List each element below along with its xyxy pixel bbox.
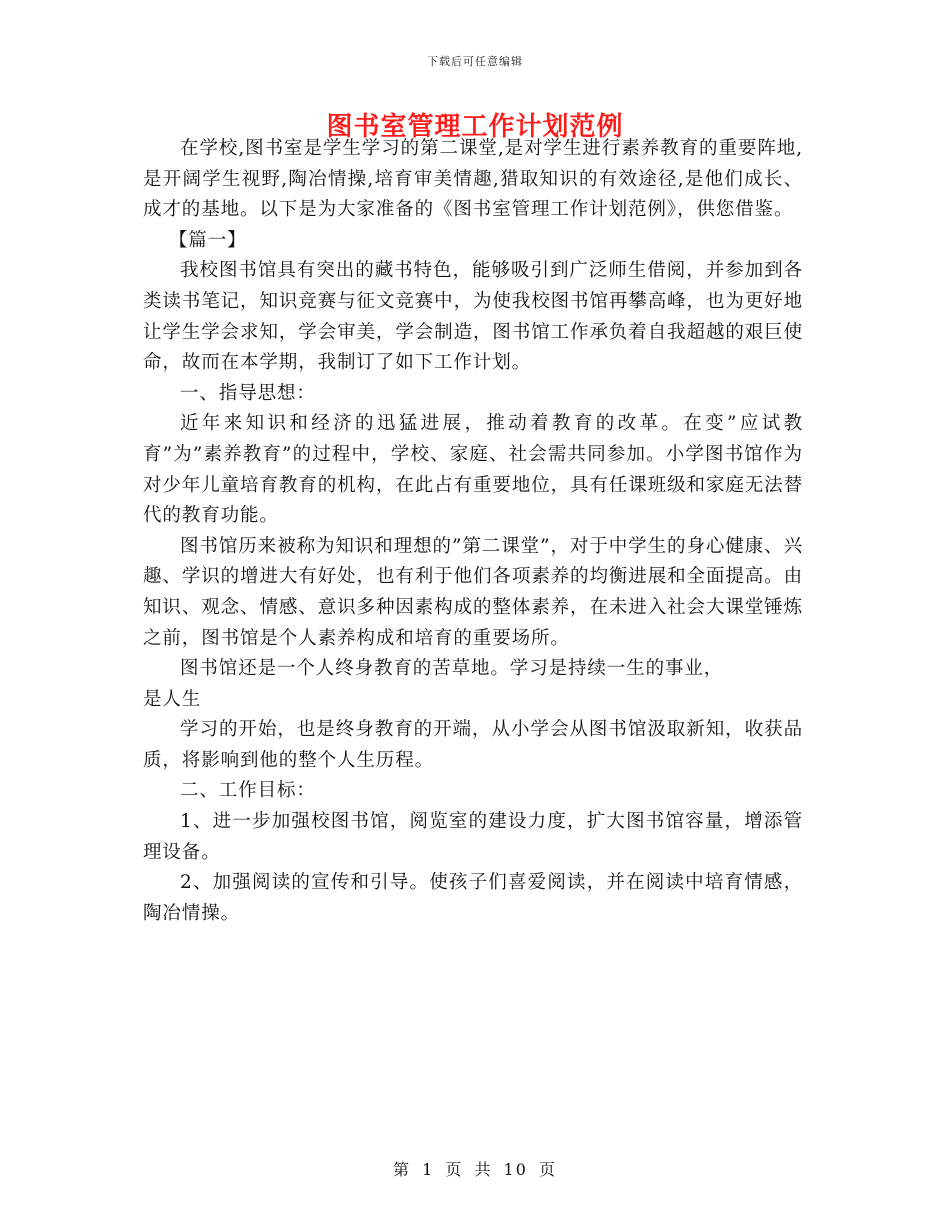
body-paragraph: 图书馆还是一个人终身教育的苦草地。学习是持续一生的事业， (180, 658, 724, 680)
body-paragraph: 学习的开始，也是终身教育的开端，从小学会从图书馆汲取新知，收获品质，将影响到他的整个人生历程。 (143, 719, 803, 771)
section-heading-guiding-ideology: 一、指导思想： (180, 382, 316, 404)
list-item-goal-2: 2、加强阅读的宣传和引导。使孩子们喜爱阅读，并在阅读中培育情感，陶冶情操。 (143, 872, 803, 924)
document-title: 图书室管理工作计划范例 (326, 112, 624, 142)
body-paragraph-fragment: 是人生 (143, 688, 202, 710)
page-header-note: 下载后可任意编辑 (427, 55, 523, 68)
document-body (143, 134, 803, 929)
body-paragraph: 近年来知识和经济的迅猛进展，推动着教育的改革。在变”应试教育”为”素养教育”的过程中，学校、家庭、社会需共同参加。小学图书馆作为对少年儿童培育教育的机构，在此占有重要地位，具有任课班级和家庭无法替代的教育功能。 (143, 413, 803, 527)
section-heading-work-goals: 二、工作目标： (180, 780, 316, 802)
body-paragraph: 图书馆历来被称为知识和理想的”第二课堂”，对于中学生的身心健康、兴趣、学识的增进大有好处，也有利于他们各项素养的均衡进展和全面提高。由知识、观念、情感、意识多种因素构成的整体素养，在未进入社会大课堂锤炼之前，图书馆是个人素养构成和培育的重要场所。 (143, 535, 803, 649)
intro-paragraph: 在学校,图书室是学生学习的第二课堂,是对学生进行素养教育的重要阵地,是开阔学生视野,陶冶情操,培育审美情趣,猎取知识的有效途径,是他们成长、成才的基地。以下是为大家准备的《图书室管理工作计划范例》，供您借鉴。 (143, 138, 803, 221)
body-paragraph: 我校图书馆具有突出的藏书特色，能够吸引到广泛师生借阅，并参加到各类读书笔记，知识竞赛与征文竞赛中，为使我校图书馆再攀高峰，也为更好地让学生学会求知，学会审美，学会制造，图书馆工作承负着自我超越的艰巨使命，故而在本学期，我制订了如下工作计划。 (143, 260, 803, 374)
list-item-goal-1: 1、进一步加强校图书馆，阅览室的建设力度，扩大图书馆容量，增添管理设备。 (143, 811, 803, 863)
section-heading-part-one: 【篇一】 (168, 229, 247, 251)
page-number-footer: 第 1 页 共 10 页 (393, 1160, 557, 1179)
